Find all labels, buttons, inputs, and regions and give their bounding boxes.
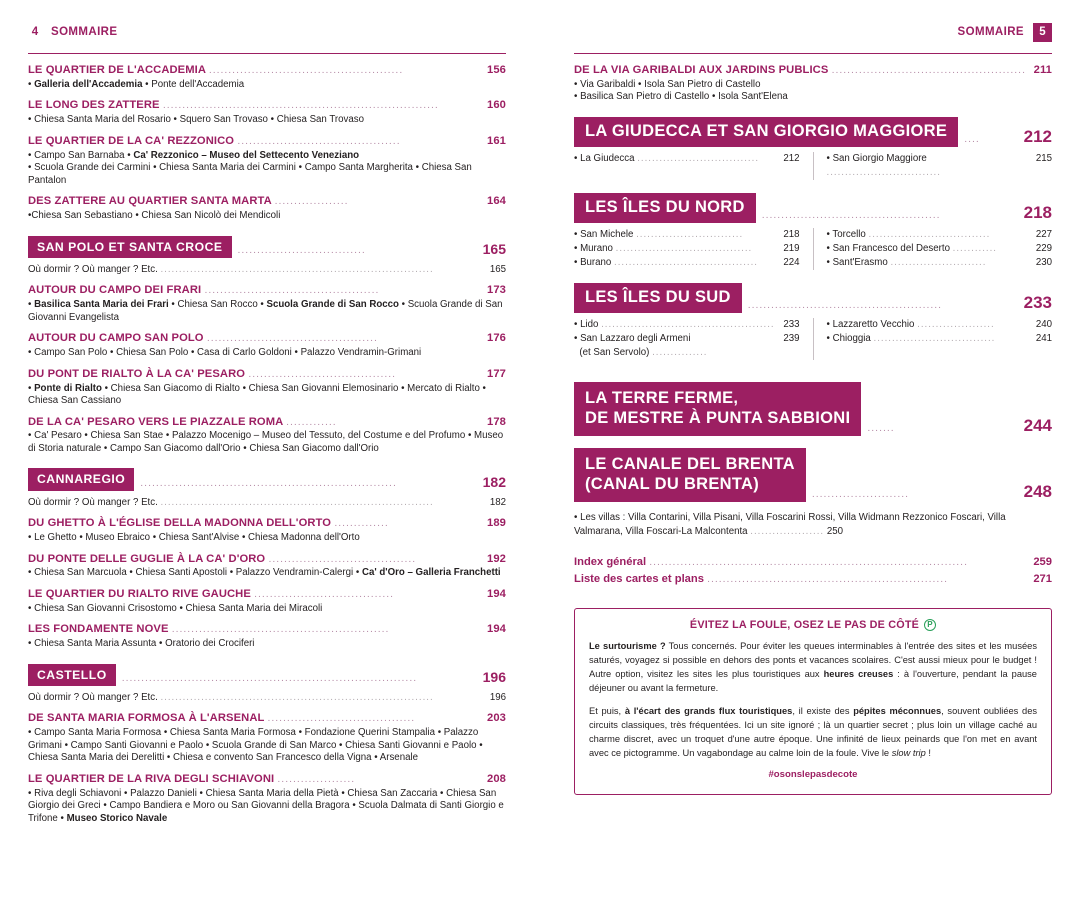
toc-entry-title-row[interactable]	[28, 622, 506, 637]
banner-line-1: LE CANALE DEL BRENTA	[585, 455, 795, 474]
banner-line-2: DE MESTRE À PUNTA SABBIONI	[585, 408, 851, 427]
toc-page: 194	[487, 623, 506, 636]
tip-title-text: ÉVITEZ LA FOULE, OSEZ LE PAS DE CÔTÉ	[689, 618, 920, 631]
toc-section-castello	[28, 664, 506, 826]
leader-dots: ......................................	[268, 553, 417, 565]
leader-dots: .......	[867, 423, 895, 435]
leader-dots: ..........................................	[237, 135, 401, 147]
toc-entry-title-row[interactable]	[28, 331, 506, 346]
toc-entry[interactable]	[28, 98, 506, 126]
island-name: • Chioggia	[826, 333, 871, 345]
island-page: 239	[783, 333, 800, 345]
right-running-head	[574, 22, 1052, 42]
leader-dots: .......................................	[614, 257, 758, 269]
section-banner-label: CANNAREGIO	[28, 468, 134, 490]
island-list	[574, 152, 1052, 180]
island-page: 215	[1035, 152, 1052, 164]
toc-page: 203	[487, 712, 506, 725]
toc-title: DE SANTA MARIA FORMOSA À L'ARSENAL	[28, 712, 265, 725]
left-folio: 4	[31, 26, 39, 38]
index-entry[interactable]	[574, 554, 1052, 571]
island-item[interactable]	[574, 318, 800, 332]
tip-paragraph-2: Et puis, à l'écart des grands flux touristiques, il existe des pépites méconnues, souvent oubliées des circuits classiques, très fréquentées. Ici un site ignoré ; là un quartier secret ; plus loin un village caché au charme discret, avec un troquet d'une autre époque. Une infinité de lieux peinards que l'on met en avant avec ce pictogramme. Un vagabondage au calme loin de la foule. Vive le slow trip !	[589, 705, 1038, 758]
toc-entry[interactable]	[28, 194, 506, 222]
leader-dots: .............................................	[204, 285, 380, 297]
island-page: 227	[1035, 228, 1052, 240]
leader-dots: ...............................................	[601, 319, 775, 331]
toc-subitems: • Chiesa San Marcuola • Chiesa Santi Apostoli • Palazzo Vendramin-Calergi • Ca' d'Oro – Galleria Franchetti	[28, 567, 501, 579]
section-banner-label: CASTELLO	[28, 664, 116, 686]
toc-subitems: • Ca' Pesaro • Chiesa San Stae • Palazzo Mocenigo – Museo del Tessuto, del Costume e del Profumo • Museo di Storia naturale • Campo San Giacomo dall'Orio • Chiesa San Giacomo dall'Orio	[28, 430, 504, 454]
island-name: • San Lazzaro degli Armeni (et San Servolo)	[574, 333, 691, 359]
section-banner-row-canale-brenta[interactable]	[574, 448, 1052, 502]
toc-entry-title-row[interactable]	[28, 772, 506, 787]
toc-title: DE LA CA' PESARO VERS LE PIAZZALE ROMA	[28, 415, 283, 428]
leader-dots: ..............................................	[761, 209, 941, 221]
right-runhead-title: SOMMAIRE	[957, 26, 1024, 38]
toc-entry[interactable]	[574, 63, 1052, 104]
toc-entry[interactable]	[28, 711, 506, 764]
island-name: • San Giorgio Maggiore	[826, 152, 927, 164]
leader-dots: ...................	[274, 196, 349, 208]
section-page: 196	[482, 668, 506, 685]
index-page: 271	[1033, 573, 1052, 586]
left-running-head	[28, 22, 506, 42]
section-banner-label: LES ÎLES DU SUD	[574, 283, 742, 313]
toc-section-iles-nord	[574, 193, 1052, 270]
toc-entry-title-row[interactable]	[28, 98, 506, 113]
toc-page: 164	[487, 195, 506, 208]
island-name: • Torcello	[826, 228, 866, 240]
section-banner-label: LES ÎLES DU NORD	[574, 193, 756, 223]
toc-entry[interactable]	[28, 772, 506, 825]
section-banner-row[interactable]	[574, 283, 1052, 313]
toc-entry[interactable]	[28, 552, 506, 580]
leader-dots: ....................	[277, 773, 356, 785]
leader-dots: .................................	[868, 228, 991, 240]
toc-subitems: • Ponte di Rialto • Chiesa San Giacomo di Rialto • Chiesa San Giovanni Elemosinario • Mercato di Rialto • Chiesa San Cassiano	[28, 382, 486, 407]
toc-title: Où dormir ? Où manger ? Etc.	[28, 496, 158, 508]
leader-dots: ............	[952, 243, 997, 255]
toc-page: 165	[489, 263, 506, 275]
leader-dots: ..................................................................	[140, 477, 397, 489]
toc-subitems: •Chiesa San Sebastiano • Chiesa San Nicolò dei Mendicoli	[28, 210, 281, 222]
leader-dots: .............................	[636, 228, 744, 240]
island-name: • Burano	[574, 257, 612, 269]
section-banner-row[interactable]	[574, 117, 1052, 147]
island-item[interactable]	[827, 152, 1053, 180]
section-page: 248	[1023, 482, 1052, 502]
toc-subitems: • Campo San Barnaba • Ca' Rezzonico – Museo del Settecento Veneziano • Scuola Grande dei Carmini • Chiesa Santa Maria dei Carmini • Campo Santa Margherita • Chiesa San Pantalon	[28, 149, 472, 186]
island-page: 212	[783, 152, 800, 164]
toc-entry[interactable]	[28, 415, 506, 456]
leader-dots: ..........................	[890, 257, 987, 269]
right-page	[540, 0, 1080, 901]
villas-page: 250	[826, 525, 843, 537]
section-banner-row[interactable]	[28, 468, 506, 490]
toc-page: 208	[487, 772, 506, 785]
island-item[interactable]	[827, 318, 1053, 332]
section-page: 218	[1023, 202, 1052, 222]
tip-box-title	[589, 619, 1037, 631]
toc-subitems: • Riva degli Schiavoni • Palazzo Danieli • Chiesa Santa Maria della Pietà • Chiesa San Zaccaria • Chiesa San Giorgio dei Greci • Campo Bandiera e Moro ou San Giovanni della Bragora • Scuola Dalmata di Santi Giorgio e Trifone • Museo Storico Navale	[28, 787, 504, 824]
tip-box	[574, 608, 1052, 796]
toc-title: AUTOUR DU CAMPO DEI FRARI	[28, 284, 202, 297]
toc-entry-title-row[interactable]	[28, 516, 506, 531]
leader-dots: ..................................................................................	[649, 557, 968, 569]
leader-dots: .................................	[237, 244, 366, 256]
toc-page: 189	[487, 517, 506, 530]
index-label: Liste des cartes et plans	[574, 573, 704, 586]
index-entry[interactable]	[574, 571, 1052, 588]
leader-dots: ..............................................................	[707, 574, 949, 586]
toc-entry-title-row[interactable]	[28, 194, 506, 209]
toc-subitems: • Chiesa San Giovanni Crisostomo • Chiesa Santa Maria dei Miracoli	[28, 602, 323, 614]
toc-section-san-polo	[28, 236, 506, 456]
toc-page: 182	[489, 496, 506, 508]
toc-entry[interactable]	[28, 331, 506, 359]
leader-dots: ..........................................................................	[160, 691, 434, 703]
section-banner-label	[574, 448, 806, 502]
toc-title: LES FONDAMENTE NOVE	[28, 623, 169, 636]
leader-dots: .........................	[811, 489, 909, 501]
leader-dots: .................................	[637, 152, 760, 164]
toc-entry[interactable]	[28, 622, 506, 650]
leader-dots: ...............	[652, 347, 708, 359]
island-list	[574, 228, 1052, 270]
toc-subitems: • Campo Santa Maria Formosa • Chiesa Santa Maria Formosa • Fondazione Querini Stampalia • Palazzo Grimani • Campo Santi Giovanni e Paolo • Scuola Grande di San Marco • Chiesa Santi Giovanni e Paolo • Chiesa Santa Maria dei Derelitti • Chiesa e convento San Francesco della Vigna • Arsenale	[28, 727, 483, 764]
toc-subitems: • Via Garibaldi • Isola San Pietro di Castello • Basilica San Pietro di Castello • Isola Sant'Elena	[574, 78, 788, 103]
section-banner-row[interactable]	[28, 236, 506, 258]
toc-subitems: • Chiesa Santa Maria Assunta • Oratorio dei Crociferi	[28, 638, 255, 650]
leader-dots: ..................................................	[747, 300, 943, 312]
leader-dots: ..........................................................................	[160, 263, 434, 275]
toc-entry-title-row[interactable]	[28, 134, 506, 149]
leader-dots: .....................................	[615, 243, 753, 255]
section-page: 244	[1023, 416, 1052, 436]
island-column	[574, 318, 800, 360]
island-name: • Murano	[574, 243, 613, 255]
index-entries	[574, 554, 1052, 588]
toc-page: 211	[1033, 64, 1052, 76]
toc-title: LE QUARTIER DE L'ACCADEMIA	[28, 64, 206, 76]
toc-subitems: • Le Ghetto • Museo Ebraico • Chiesa Sant'Alvise • Chiesa Madonna dell'Orto	[28, 532, 360, 543]
tip-hashtag: #osonslepasdecote	[768, 769, 858, 781]
left-runhead-title: SOMMAIRE	[51, 26, 118, 38]
tip-paragraph-1: Le surtourisme ? Tous concernés. Pour éviter les queues interminables à l'entrée des sites et les musées saturés, voyagez si possible en dehors des ponts et vacances scolaires. C'est aussi mieux pour le budget ! Autre option, visitez les sites les plus touristiques aux heures creuses : à l'ouverture, pendant la pause déjeuner ou avant la fermeture.	[589, 640, 1037, 693]
leader-dots: ..................................................	[208, 65, 404, 76]
island-item[interactable]	[827, 256, 1053, 270]
island-page: 224	[783, 257, 800, 269]
toc-subitems: • Galleria dell'Accademia • Ponte dell'Accademia	[28, 78, 245, 90]
toc-subitems: • Chiesa Santa Maria del Rosario • Squero San Trovaso • Chiesa San Trovaso	[28, 114, 364, 126]
toc-entry-title-row[interactable]	[28, 711, 506, 726]
toc-title: DU GHETTO À L'ÉGLISE DELLA MADONNA DELL'ORTO	[28, 517, 332, 530]
index-label: Index général	[574, 556, 647, 569]
island-page: 230	[1035, 257, 1052, 269]
toc-title: LE QUARTIER DE LA CA' REZZONICO	[28, 134, 235, 147]
section-banner-row[interactable]	[28, 664, 506, 686]
island-page: 233	[783, 319, 800, 331]
toc-entry-title-row[interactable]	[574, 63, 1052, 78]
toc-page: 196	[489, 691, 506, 703]
section-page: 212	[1023, 126, 1052, 146]
island-item[interactable]	[827, 242, 1053, 256]
toc-title: LE QUARTIER DU RIALTO RIVE GAUCHE	[28, 587, 251, 600]
island-item[interactable]	[574, 332, 800, 360]
toc-entry-title-row[interactable]	[28, 367, 506, 382]
toc-plain-entry[interactable]	[28, 264, 506, 277]
toc-subitems: • Basilica Santa Maria dei Frari • Chiesa San Rocco • Scuola Grande di San Rocco • Scuola Grande di San Giovanni Evangelista	[28, 299, 503, 323]
section-banner-row-terre-ferme[interactable]	[574, 382, 1052, 436]
leader-dots: ............................................................................	[121, 672, 418, 684]
island-name: • La Giudecca	[574, 152, 635, 164]
toc-entry[interactable]	[28, 587, 506, 615]
toc-title: Où dormir ? Où manger ? Etc.	[28, 691, 158, 703]
toc-title: LE LONG DES ZATTERE	[28, 99, 160, 112]
island-page: 241	[1035, 333, 1052, 345]
banner-line-1: LA TERRE FERME,	[585, 389, 739, 408]
toc-title: DU PONT DE RIALTO À LA CA' PESARO	[28, 367, 246, 380]
toc-page: 192	[487, 552, 506, 565]
toc-subitems: • Campo San Polo • Chiesa San Polo • Casa di Carlo Goldoni • Palazzo Vendramin-Grimani	[28, 347, 422, 359]
right-header-rule	[574, 53, 1052, 54]
toc-entry-title-row[interactable]	[28, 283, 506, 298]
island-list	[574, 318, 1052, 360]
leader-dots: ....	[964, 133, 980, 145]
island-column	[574, 228, 800, 270]
section-page: 233	[1023, 293, 1052, 313]
toc-entry-title-row[interactable]	[28, 587, 506, 602]
toc-page: 160	[487, 99, 506, 112]
toc-title: AUTOUR DU CAMPO SAN POLO	[28, 332, 204, 345]
toc-entry[interactable]	[28, 367, 506, 408]
section-banner-label	[574, 382, 861, 436]
toc-title: Où dormir ? Où manger ? Etc.	[28, 263, 158, 275]
pedestrian-icon: P	[924, 619, 936, 631]
toc-page: 173	[487, 284, 506, 297]
leader-dots: ...............................	[826, 166, 941, 178]
island-item[interactable]	[574, 152, 800, 166]
leader-dots: ..............	[334, 518, 389, 530]
toc-entry[interactable]	[28, 283, 506, 324]
leader-dots: ..........................................................................	[160, 496, 434, 508]
toc-entry-title-row[interactable]	[28, 552, 506, 567]
leader-dots: ..................................................	[831, 65, 1026, 76]
toc-title: DE LA VIA GARIBALDI AUX JARDINS PUBLICS	[574, 64, 829, 76]
toc-page: 178	[487, 415, 506, 428]
section-page: 182	[482, 473, 506, 490]
section-banner-label: SAN POLO ET SANTA CROCE	[28, 236, 232, 258]
island-item[interactable]	[827, 228, 1053, 242]
banner-line-2: (CANAL DU BRENTA)	[585, 474, 760, 493]
section-banner-label: LA GIUDECCA ET SAN GIORGIO MAGGIORE	[574, 117, 958, 147]
island-item[interactable]	[574, 228, 800, 242]
leader-dots: .................................	[873, 333, 996, 345]
leader-dots: ....................	[750, 525, 825, 537]
section-banner-row[interactable]	[574, 193, 1052, 223]
toc-page: 176	[487, 332, 506, 345]
island-item[interactable]	[827, 332, 1053, 346]
toc-plain-entry[interactable]	[28, 692, 506, 705]
toc-section-cannaregio	[28, 468, 506, 650]
island-name: • San Francesco del Deserto	[826, 243, 950, 255]
island-name: • San Michele	[574, 228, 634, 240]
leader-dots: .......................................................................	[162, 100, 439, 112]
toc-entry-title-row[interactable]	[28, 63, 506, 78]
toc-entry[interactable]	[28, 134, 506, 187]
island-page: 218	[783, 228, 800, 240]
villas-text: • Les villas : Villa Contarini, Villa Pisani, Villa Foscarini Rossi, Villa Widmann Rezzonico Foscari, Villa Valmarana, Villa Foscari-La Malcontenta	[574, 512, 1006, 537]
left-header-rule	[28, 53, 506, 54]
toc-entry[interactable]	[28, 63, 506, 91]
island-item[interactable]	[574, 242, 800, 256]
leader-dots: ....................................	[254, 588, 395, 600]
island-item[interactable]	[574, 256, 800, 270]
villas-entry[interactable]	[574, 511, 1052, 538]
index-page: 259	[1033, 556, 1052, 569]
toc-title: DU PONTE DELLE GUGLIE À LA CA' D'ORO	[28, 552, 266, 565]
island-column	[574, 152, 800, 180]
toc-section-giudecca	[574, 117, 1052, 180]
leader-dots: ........................................................	[171, 624, 390, 636]
toc-entry[interactable]	[28, 516, 506, 544]
island-column	[813, 152, 1053, 180]
island-page: 219	[783, 243, 800, 255]
toc-page: 194	[487, 587, 506, 600]
toc-title: DES ZATTERE AU QUARTIER SANTA MARTA	[28, 195, 272, 208]
toc-title: LE QUARTIER DE LA RIVA DEGLI SCHIAVONI	[28, 772, 275, 785]
toc-group-accademia	[28, 63, 506, 223]
island-name: • Lido	[574, 319, 599, 331]
toc-page: 161	[487, 134, 506, 147]
island-column	[813, 318, 1053, 360]
leader-dots: ......................................	[267, 713, 416, 725]
leader-dots: ......................................	[248, 368, 397, 380]
island-name: • Lazzaretto Vecchio	[826, 319, 915, 331]
leader-dots: ............................................	[206, 333, 378, 345]
toc-section-iles-sud	[574, 283, 1052, 360]
section-page: 165	[482, 240, 506, 257]
toc-entry-title-row[interactable]	[28, 415, 506, 430]
toc-page: 177	[487, 367, 506, 380]
right-folio: 5	[1033, 23, 1052, 42]
island-page: 229	[1035, 243, 1052, 255]
toc-page: 156	[487, 64, 506, 76]
toc-plain-entry[interactable]	[28, 497, 506, 510]
leader-dots: .....................	[917, 319, 995, 331]
leader-dots: .............	[286, 416, 337, 428]
island-page: 240	[1035, 319, 1052, 331]
island-column	[813, 228, 1053, 270]
island-name: • Sant'Erasmo	[826, 257, 888, 269]
